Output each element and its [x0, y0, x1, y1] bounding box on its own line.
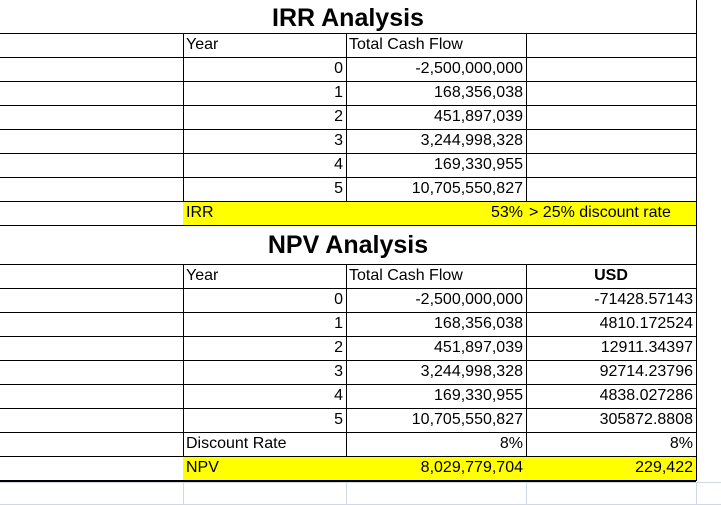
- npv-year-header[interactable]: Year: [186, 267, 219, 284]
- npv-year-cell[interactable]: 4: [334, 387, 343, 404]
- npv-row[interactable]: [0, 289, 721, 312]
- irr-row[interactable]: [0, 82, 721, 105]
- discount-rate-value[interactable]: 8%: [499, 435, 523, 452]
- npv-year-cell[interactable]: 2: [334, 339, 343, 356]
- irr-cash-flow-header[interactable]: Total Cash Flow: [349, 36, 463, 53]
- irr-row[interactable]: [0, 154, 721, 177]
- irr-value[interactable]: 53%: [346, 202, 526, 225]
- npv-cash-flow-cell[interactable]: -2,500,000,000: [415, 291, 523, 308]
- npv-year-cell[interactable]: 0: [334, 291, 343, 308]
- irr-row[interactable]: [0, 58, 721, 81]
- discount-rate-label[interactable]: Discount Rate: [186, 435, 287, 452]
- npv-title: NPV Analysis: [267, 231, 429, 259]
- irr-year-cell[interactable]: 4: [334, 156, 343, 173]
- npv-cash-flow-cell[interactable]: 10,705,550,827: [411, 411, 523, 428]
- npv-cash-flow-cell[interactable]: 3,244,998,328: [420, 363, 523, 380]
- discount-rate-usd[interactable]: 8%: [669, 435, 693, 452]
- irr-year-cell[interactable]: 3: [334, 132, 343, 149]
- irr-header-row[interactable]: [0, 34, 721, 57]
- irr-cash-flow-cell[interactable]: 169,330,955: [434, 156, 523, 173]
- irr-row[interactable]: [0, 130, 721, 153]
- npv-cash-flow-cell[interactable]: 451,897,039: [434, 339, 523, 356]
- npv-title-row: [0, 232, 721, 259]
- npv-year-cell[interactable]: 3: [334, 363, 343, 380]
- npv-row[interactable]: [0, 313, 721, 336]
- npv-usd-cell[interactable]: -71428.57143: [594, 291, 693, 308]
- npv-usd-cell[interactable]: 4838.027286: [599, 387, 693, 404]
- npv-row[interactable]: [0, 337, 721, 360]
- irr-cash-flow-cell[interactable]: 451,897,039: [434, 108, 523, 125]
- npv-header-row[interactable]: [0, 265, 721, 288]
- npv-cash-flow-cell[interactable]: 168,356,038: [434, 315, 523, 332]
- npv-value[interactable]: 8,029,779,704: [346, 457, 526, 480]
- npv-year-cell[interactable]: 1: [334, 315, 343, 332]
- npv-cash-flow-cell[interactable]: 169,330,955: [434, 387, 523, 404]
- irr-note[interactable]: > 25% discount rate: [526, 202, 696, 225]
- irr-year-cell[interactable]: 5: [334, 180, 343, 197]
- irr-result-row[interactable]: [0, 202, 721, 225]
- npv-usd-cell[interactable]: 305872.8808: [599, 411, 693, 428]
- irr-row[interactable]: [0, 106, 721, 129]
- irr-cash-flow-cell[interactable]: 10,705,550,827: [411, 180, 523, 197]
- npv-row[interactable]: [0, 409, 721, 432]
- npv-year-cell[interactable]: 5: [334, 411, 343, 428]
- npv-row[interactable]: [0, 361, 721, 384]
- npv-usd-header[interactable]: USD: [594, 267, 628, 284]
- irr-cash-flow-cell[interactable]: 168,356,038: [434, 84, 523, 101]
- irr-year-cell[interactable]: 1: [334, 84, 343, 101]
- irr-year-header[interactable]: Year: [186, 36, 219, 53]
- npv-usd-cell[interactable]: 4810.172524: [599, 315, 693, 332]
- irr-cash-flow-cell[interactable]: -2,500,000,000: [415, 60, 523, 77]
- npv-cash-flow-header[interactable]: Total Cash Flow: [349, 267, 463, 284]
- npv-usd-cell[interactable]: 12911.34397: [600, 339, 693, 356]
- irr-year-cell[interactable]: 0: [334, 60, 343, 77]
- irr-cash-flow-cell[interactable]: 3,244,998,328: [420, 132, 523, 149]
- irr-row[interactable]: [0, 178, 721, 201]
- irr-title-row: [0, 5, 721, 32]
- npv-result-row[interactable]: [0, 457, 721, 480]
- npv-label[interactable]: NPV: [183, 457, 346, 480]
- irr-title: IRR Analysis: [272, 4, 424, 32]
- npv-row[interactable]: [0, 385, 721, 408]
- discount-rate-row[interactable]: [0, 433, 721, 456]
- irr-label[interactable]: IRR: [183, 202, 346, 225]
- npv-usd-value[interactable]: 229,422: [526, 457, 696, 480]
- npv-usd-cell[interactable]: 92714.23796: [599, 363, 693, 380]
- irr-year-cell[interactable]: 2: [334, 108, 343, 125]
